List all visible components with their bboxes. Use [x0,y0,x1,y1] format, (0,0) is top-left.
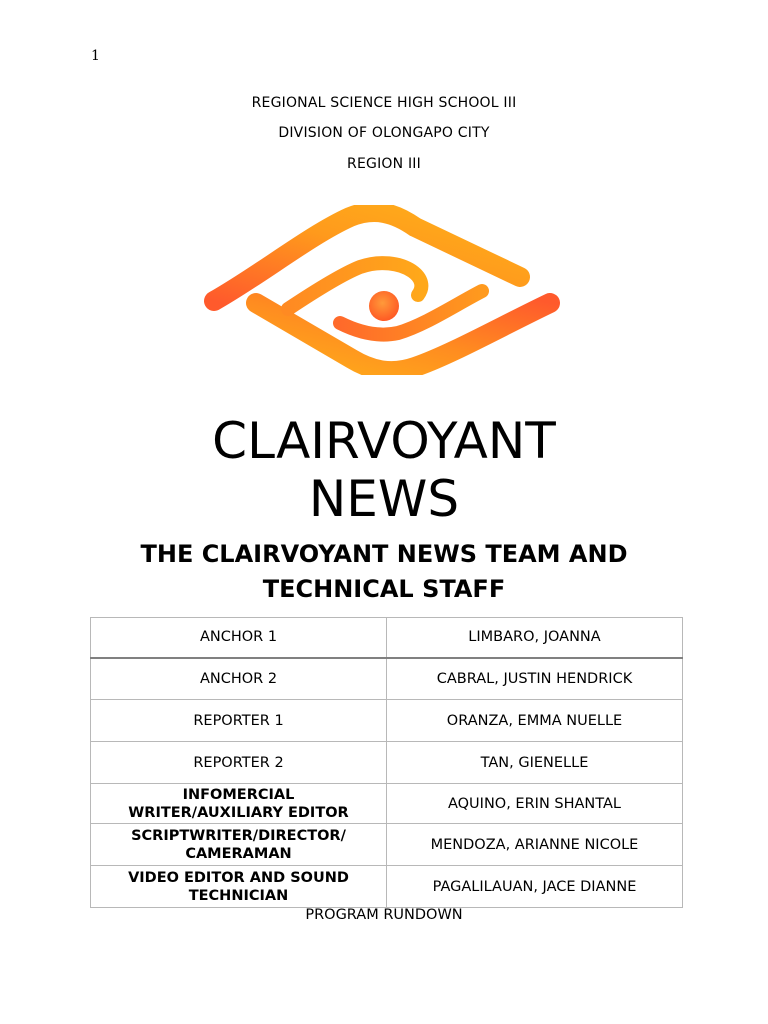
staff-name-cell: ORANZA, EMMA NUELLE [387,700,683,742]
staff-name-cell: MENDOZA, ARIANNE NICOLE [387,824,683,866]
table-row [91,866,683,908]
division-name: DIVISION OF OLONGAPO CITY [278,125,490,141]
table-row [91,742,683,784]
school-name: REGIONAL SCIENCE HIGH SCHOOL III [251,95,517,111]
staff-role-cell [91,618,387,658]
table-row [91,824,683,866]
staff-role-text: ANCHOR 1 [199,629,278,646]
team-title-line2: TECHNICAL STAFF [262,575,506,603]
staff-role-text: CAMERAMAN [185,845,292,862]
staff-table [90,617,683,908]
team-title-line1: THE CLAIRVOYANT NEWS TEAM AND [140,540,628,568]
table-row [91,658,683,700]
staff-role-text: VIDEO EDITOR AND SOUND [128,869,349,886]
staff-name-cell: CABRAL, JUSTIN HENDRICK [387,658,683,700]
staff-name-cell: PAGALILAUAN, JACE DIANNE [387,866,683,908]
staff-name-cell: LIMBARO, JOANNA [387,618,683,658]
staff-role-text: TECHNICIAN [188,887,289,904]
staff-role-text: REPORTER 1 [193,712,284,729]
staff-role-cell [91,824,387,866]
table-row [91,784,683,824]
program-rundown-heading: PROGRAM RUNDOWN [305,907,463,923]
staff-role-text: ANCHOR 2 [199,670,278,687]
staff-name-cell: TAN, GIENELLE [387,742,683,784]
brand-title-line2: NEWS [308,470,460,528]
eye-logo-icon [200,205,568,375]
staff-role-text: INFOMERCIAL [182,786,295,803]
brand-title-line1: CLAIRVOYANT [212,412,556,470]
region-name: REGION III [347,156,421,172]
staff-role-text: WRITER/AUXILIARY EDITOR [128,804,349,821]
staff-role-cell [91,866,387,908]
staff-role-text: SCRIPTWRITER/DIRECTOR/ [131,827,346,844]
page-number: 1 [91,48,100,64]
staff-role-text: REPORTER 2 [193,754,284,771]
staff-role-cell [91,742,387,784]
staff-name-cell: AQUINO, ERIN SHANTAL [387,784,683,824]
staff-role-cell [91,658,387,700]
table-row [91,700,683,742]
staff-role-cell [91,784,387,824]
staff-role-cell [91,700,387,742]
table-row [91,618,683,658]
